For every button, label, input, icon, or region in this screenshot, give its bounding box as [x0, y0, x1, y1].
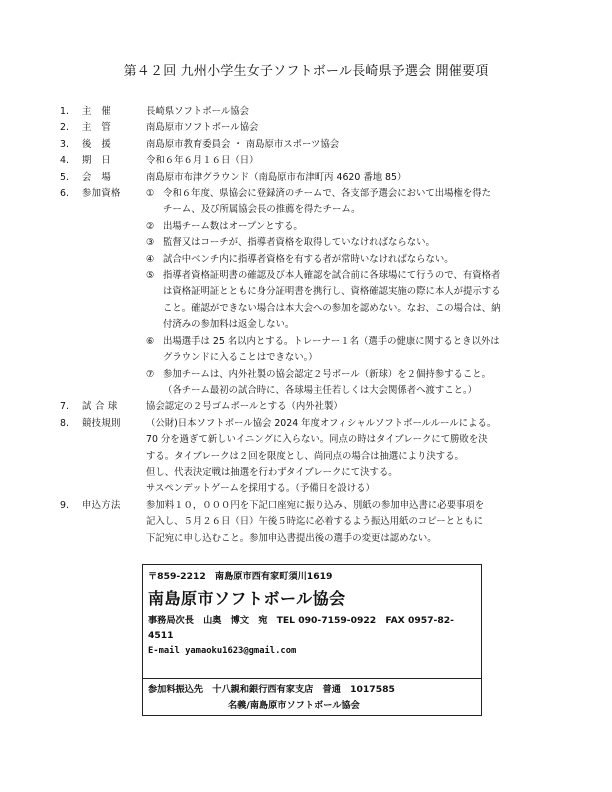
item-number: 6.	[60, 188, 69, 200]
item-number: 2.	[60, 122, 69, 134]
entry-line: 令和６年度、県協会に登録済のチームで、各支部予選会において出場権を得た	[163, 188, 491, 200]
entry-mark: ③	[146, 237, 155, 249]
qualification-list	[146, 186, 560, 399]
qualification-entry	[146, 219, 560, 235]
item-label: 試 合 球	[82, 401, 118, 413]
document-title: 第４２回 九州小学生女子ソフトボール長崎県予選会 開催要項	[123, 64, 489, 79]
rules-text	[146, 416, 560, 498]
item-number: 1.	[60, 106, 69, 117]
application-line: 参加料１０，０００円を下記口座宛に振り込み、別紙の参加申込書に必要事項を	[146, 499, 485, 511]
item-value: 南島原市教育委員会 ・ 南島原市スポーツ協会	[146, 138, 340, 150]
item-application	[60, 498, 560, 547]
item-label: 主 催	[82, 106, 112, 117]
qualification-entry	[146, 186, 560, 219]
item-label: 期 日	[82, 155, 112, 167]
item-number: 4.	[60, 155, 69, 167]
box-divider	[143, 678, 481, 679]
application-line: 下記宛に申し込むこと。参加申込書提出後の選手の変更は認めない。	[146, 532, 437, 544]
entry-line: チーム、及び所属協会長の推薦を得たチーム。	[163, 204, 361, 216]
item-value: 南島原市ソフトボール協会	[146, 122, 259, 134]
qualification-entry	[146, 268, 560, 334]
bank-account: 参加料振込先 十八親和銀行西有家支店 普通 1017585	[148, 684, 395, 695]
item-label: 主 管	[82, 122, 112, 134]
item-label: 競技規則	[82, 417, 121, 429]
item-date	[60, 153, 560, 169]
entry-line: 出場チーム数はオープンとする。	[163, 220, 303, 232]
entry-line: 出場選手は 25 名以内とする。トレーナー１名（選手の健康に関するとき以外は	[163, 335, 500, 347]
application-line: 記入し、５月２６日（日）午後５時迄に必着するよう振込用紙のコピーとともに	[146, 516, 484, 528]
item-value: 南島原市布津グラウンド（南島原市布津町丙 4620 番地 85）	[146, 171, 407, 183]
item-label: 申込方法	[82, 499, 121, 511]
entry-line: 付済みの参加料は返金しない。	[163, 319, 295, 331]
item-value: 令和６年６月１６日（日）	[146, 155, 259, 167]
item-rules	[60, 416, 560, 498]
item-game-ball	[60, 399, 560, 415]
entry-line: 参加チームは、内外社製の協会認定２号ボール（新球）を２個持参すること。	[163, 368, 491, 380]
item-qualification	[60, 186, 560, 399]
item-support	[60, 137, 560, 153]
qualification-entry	[146, 252, 560, 268]
item-number: 7.	[60, 401, 69, 413]
item-label: 会 場	[82, 171, 112, 183]
account-holder: 名義/南島原市ソフトボール協会	[228, 699, 360, 711]
item-organizer	[60, 104, 560, 120]
qualification-entry	[146, 334, 560, 367]
item-number: 3.	[60, 138, 69, 150]
entry-mark: ⑦	[146, 368, 155, 380]
contact-box	[142, 564, 482, 716]
item-label: 参加資格	[82, 188, 121, 200]
contact-person: 事務局次長 山奥 博文 宛 TEL 090-7159-0922 FAX 0957-82-4511	[148, 614, 454, 641]
application-text	[146, 498, 560, 547]
entry-mark: ⑤	[146, 270, 155, 282]
entry-mark: ④	[146, 253, 155, 265]
entry-mark: ⑥	[146, 335, 155, 347]
qualification-entry	[146, 235, 560, 251]
item-number: 9.	[60, 499, 69, 511]
entry-line: （各チーム最初の試合時に、各球場主任若しくは大会関係者へ渡すこと。）	[163, 384, 478, 396]
entry-line: グラウンドに入ることはできない。）	[163, 352, 318, 364]
item-management	[60, 120, 560, 136]
outline-items	[60, 104, 560, 547]
rules-line: （公財)日本ソフトボール協会 2024 年度オフィシャルソフトボールルールによる。	[146, 417, 497, 429]
contact-address: 〒859-2212 南島原市西有家町須川1619	[148, 571, 333, 582]
entry-line: は資格証明証とともに身分証明書を携行し、資格確認実施の際に本人が提示する	[163, 286, 501, 298]
entry-line: 監督又はコーチが、指導者資格を取得していなければならない。	[163, 237, 435, 249]
contact-organization: 南島原市ソフトボール協会	[148, 588, 346, 608]
entry-mark: ②	[146, 220, 155, 232]
qualification-entry	[146, 367, 560, 400]
entry-line: こと。確認ができない場合は本大会への参加を認めない。なお、この場合は、納	[163, 302, 501, 314]
item-venue	[60, 170, 560, 186]
rules-line: 70 分を過ぎて新しいイニングに入らない。同点の時はタイブレークにて勝敗を決	[146, 434, 488, 446]
rules-line: サスペンデットゲームを採用する。（予備日を設ける）	[146, 483, 375, 495]
item-value: 協会認定の２号ゴムボールとする（内外社製）	[146, 401, 343, 413]
contact-email: E-mail yamaoku1623@gmail.com	[148, 645, 297, 656]
rules-line: する。タイブレークは２回を限度とし、尚同点の場合は抽選により決する。	[146, 450, 464, 462]
entry-line: 指導者資格証明書の確認及び本人確認を試合前に各球場にて行うので、有資格者	[163, 270, 501, 282]
item-number: 8.	[60, 417, 69, 429]
item-value: 長崎県ソフトボール協会	[146, 106, 249, 117]
rules-line: 但し、代表決定戦は抽選を行わずタイブレークにて決する。	[146, 466, 398, 478]
item-label: 後 援	[82, 138, 112, 150]
entry-line: 試合中ベンチ内に指導者資格を有する者が常時いなければならない。	[163, 253, 454, 265]
entry-mark: ①	[146, 188, 155, 200]
item-number: 5.	[60, 171, 69, 183]
